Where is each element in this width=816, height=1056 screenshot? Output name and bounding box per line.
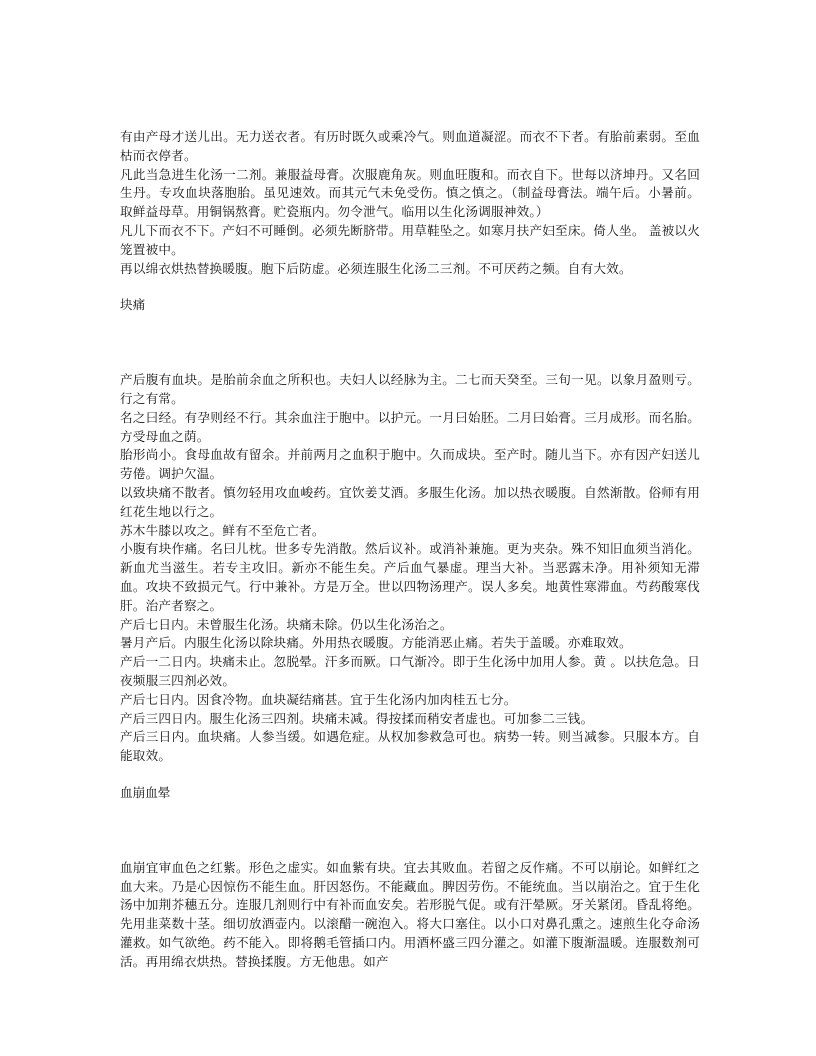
section2-paragraph-1: 血崩宜审血色之红紫。形色之虚实。如血紫有块。宜去其败血。若留之反作痛。不可以崩论。如鲜红之血大来。乃是心因惊伤不能生血。肝因怒伤。不能藏血。脾因劳伤。不能统血。当以崩治之。宜于生化汤中加荆芥穗五分。连服几剂则行中有补而血安矣。若形脱气促。或有汗晕厥。牙关紧闭。昏乱将绝。先用韭菜数十茎。细切放酒壶内。以滚醋一碗泡入。将大口塞住。以小口对鼻孔熏之。速煎生化夺命汤灌救。如气欲绝。药不能入。即将鹅毛管插口内。用酒杯盛三四分灌之。如灌下腹渐温暖。连服数剂可活。再用绵衣烘热。替换揉腹。方无他患。如产: [120, 859, 700, 969]
intro-paragraph-1: 有由产母才送儿出。无力送衣者。有历时既久或乘冷气。则血道凝涩。而衣不下者。有胎前素弱。至血枯而衣停者。: [120, 129, 700, 163]
section1-paragraph-2: 名之曰经。有孕则经不行。其余血注于胞中。以护元。一月曰始胚。二月曰始膏。三月成形。而名胎。方受母血之荫。: [120, 409, 700, 444]
section1-paragraph-12: 产后三日内。血块痛。人参当缓。如遇危症。从权加参救急可也。病势一转。则当减参。只服本方。自能取效。: [120, 729, 700, 764]
intro-paragraph-3: 凡儿下而衣不下。产妇不可睡倒。必须先断脐带。用草鞋坠之。如寒月扶产妇至床。倚人坐。 盖被以火笼置被中。: [120, 222, 700, 257]
section1-paragraph-11: 产后三四日内。服生化汤三四剂。块痛未减。得按揉而稍安者虚也。可加参二三钱。: [120, 710, 594, 726]
section1-paragraph-1: 产后腹有血块。是胎前余血之所积也。夫妇人以经脉为主。二七而天癸至。三旬一见。以象月盈则亏。行之有常。: [120, 372, 700, 406]
intro-paragraph-2: 凡此当急进生化汤一二剂。兼服益母膏。次服鹿角灰。则血旺腹和。而衣自下。世每以济坤丹。又名回生丹。专攻血块落胞胎。虽见速效。而其元气未免受伤。慎之慎之。（制益母膏法。端午后。小暑前。取鲜益母草。用铜锅熬膏。贮瓷瓶内。勿令泄气。临用以生化汤调服神效。）: [120, 166, 700, 220]
section1-paragraph-3: 胎形尚小。食母血故有留余。并前两月之血积于胞中。久而成块。至产时。随儿当下。亦有因产妇送儿劳倦。调护欠温。: [120, 447, 700, 482]
section1-paragraph-6: 小腹有块作痛。名曰儿枕。世多专先消散。然后议补。或消补兼施。更为夹杂。殊不知旧血须当消化。新血尤当滋生。若专主攻旧。新亦不能生矣。产后血气暴虚。理当大补。当恶露未净。用补须知无滞血。攻块不致损元气。行中兼补。方是万全。世以四物汤理产。误人多矣。地黄性寒滞血。芍药酸寒伐肝。治产者察之。: [120, 541, 700, 613]
section-heading-hemorrhage: 血崩血晕: [120, 784, 171, 800]
section1-paragraph-7: 产后七日内。未曾服生化汤。块痛未除。仍以生化汤治之。: [120, 616, 453, 632]
section1-paragraph-4: 以致块痛不散者。慎勿轻用攻血峻药。宜饮姜艾酒。多服生化汤。加以热衣暖腹。自然渐散。俗师有用红花生地以行之。: [120, 484, 700, 519]
section1-paragraph-8: 暑月产后。内服生化汤以除块痛。外用热衣暖腹。方能消恶止痛。若失于盖暖。亦难取效。: [120, 635, 632, 651]
section1-paragraph-9: 产后一二日内。块痛未止。忽脱晕。汗多而厥。口气渐冷。即于生化汤中加用人参。黄 。以扶危急。日夜频服三四剂必效。: [120, 654, 700, 688]
section1-paragraph-5: 苏木牛膝以攻之。鲜有不至危亡者。: [120, 522, 325, 538]
intro-paragraph-4: 再以绵衣烘热替换暖腹。胞下后防虚。必须连服生化汤二三剂。不可厌药之频。自有大效。: [120, 260, 632, 276]
section-heading-block-pain: 块痛: [120, 297, 146, 313]
document-page: [120, 128, 700, 971]
section1-paragraph-10: 产后七日内。因食冷物。血块凝结痛甚。宜于生化汤内加肉桂五七分。: [120, 691, 517, 707]
